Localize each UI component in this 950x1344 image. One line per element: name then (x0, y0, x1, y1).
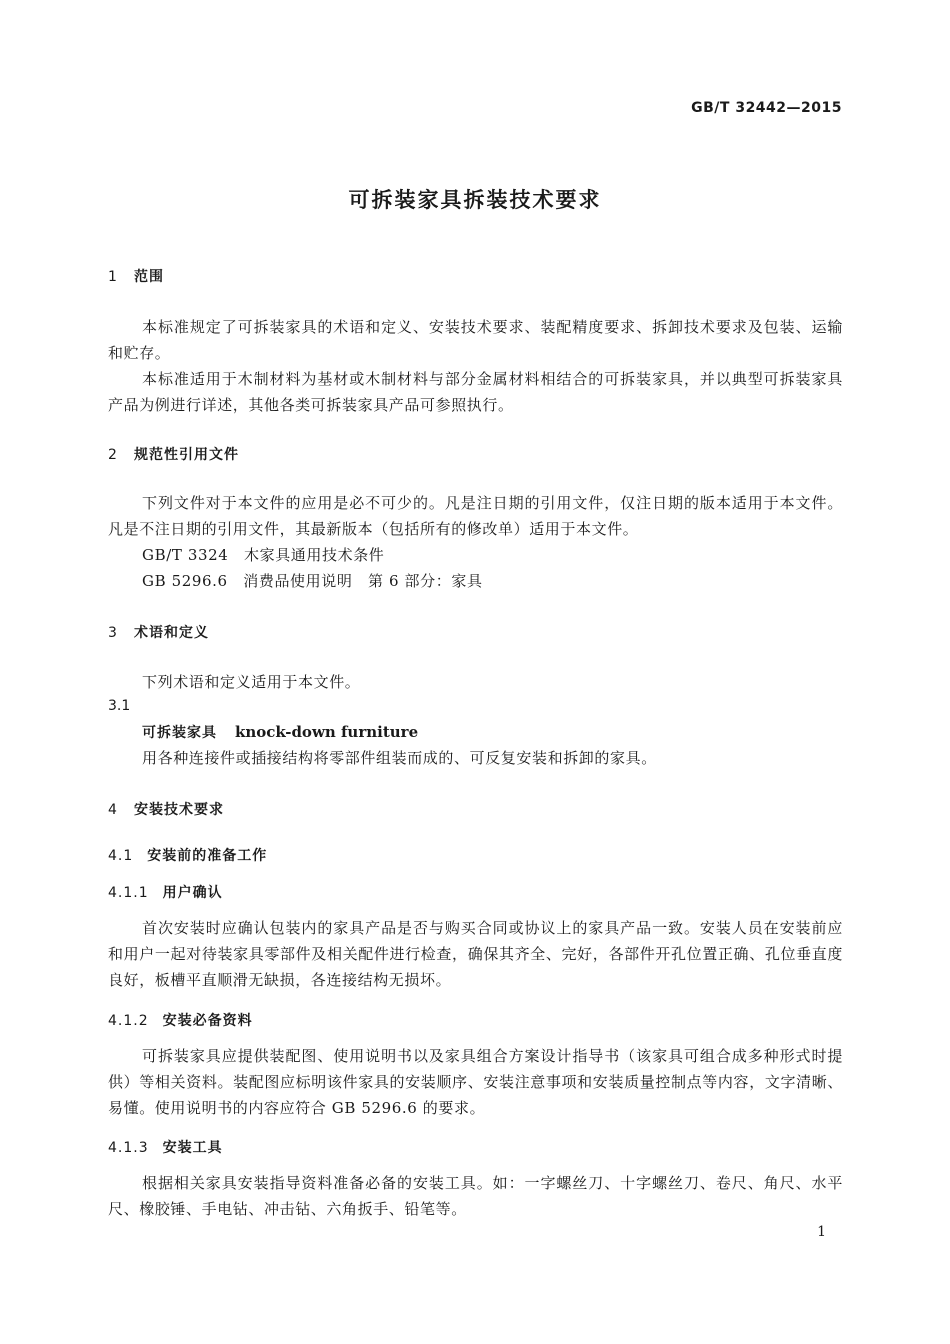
paragraph: 可拆装家具应提供装配图、使用说明书以及家具组合方案设计指导书（该家具可组合成多种形式时提供）等相关资料。装配图应标明该件家具的安装顺序、安装注意事项和安装质量控制点等内容，文字清晰、易懂。使用说明书的内容应符合 GB 5296.6 的要求。 (108, 1047, 843, 1117)
subsection-title: 安装前的准备工作 (147, 848, 268, 864)
paragraph: 首次安装时应确认包装内的家具产品是否与购买合同或协议上的家具产品一致。安装人员在安装前应和用户一起对待装家具零部件及相关配件进行检查，确保其齐全、完好，各部件开孔位置正确、孔位垂直度良好，板槽平直顺滑无缺损，各连接结构无损坏。 (108, 919, 843, 989)
section-number: 2 (108, 447, 118, 463)
section-3-heading (108, 622, 209, 642)
subsection-number: 4.1.3 (108, 1140, 149, 1156)
paragraph: 本标准适用于木制材料为基材或木制材料与部分金属材料相结合的可拆装家具，并以典型可拆装家具产品为例进行详述，其他各类可拆装家具产品可参照执行。 (108, 370, 843, 414)
paragraph: 本标准规定了可拆装家具的术语和定义、安装技术要求、装配精度要求、拆卸技术要求及包装、运输和贮存。 (108, 318, 843, 362)
section-title: 术语和定义 (134, 625, 209, 641)
reference-item: GB/T 3324 木家具通用技术条件 (142, 546, 385, 564)
document-title: 可拆装家具拆装技术要求 (348, 188, 602, 212)
paragraph: 下列文件对于本文件的应用是必不可少的。凡是注日期的引用文件，仅注日期的版本适用于本文件。凡是不注日期的引用文件，其最新版本（包括所有的修改单）适用于本文件。 (108, 494, 843, 538)
standard-code: GB/T 32442—2015 (691, 100, 842, 116)
subsection-4-1-3-heading (108, 1137, 223, 1157)
section-number: 3 (108, 625, 118, 641)
section-title: 范围 (134, 269, 164, 285)
section-4-heading (108, 799, 224, 819)
reference-item: GB 5296.6 消费品使用说明 第 6 部分：家具 (142, 572, 483, 590)
subsection-number: 4.1.1 (108, 885, 149, 901)
subsection-number: 4.1 (108, 848, 134, 864)
subsection-number: 4.1.2 (108, 1013, 149, 1029)
paragraph: 下列术语和定义适用于本文件。 (142, 673, 361, 691)
subsection-4-1-heading (108, 845, 267, 865)
section-number: 1 (108, 269, 118, 285)
term-entry (142, 722, 418, 742)
page-number: 1 (817, 1224, 826, 1240)
section-title: 安装技术要求 (134, 802, 224, 818)
term-number: 3.1 (108, 698, 131, 714)
section-2-heading (108, 444, 239, 464)
subsection-title: 安装工具 (162, 1140, 223, 1156)
section-number: 4 (108, 802, 118, 818)
section-title: 规范性引用文件 (134, 447, 239, 463)
subsection-4-1-1-heading (108, 882, 223, 902)
subsection-title: 用户确认 (162, 885, 223, 901)
subsection-title: 安装必备资料 (162, 1013, 253, 1029)
paragraph: 根据相关家具安装指导资料准备必备的安装工具。如：一字螺丝刀、十字螺丝刀、卷尺、角尺、水平尺、橡胶锤、手电钻、冲击钻、六角扳手、铅笔等。 (108, 1174, 843, 1218)
term-english: knock-down furniture (235, 723, 419, 741)
term-chinese: 可拆装家具 (142, 725, 217, 741)
subsection-4-1-2-heading (108, 1010, 253, 1030)
term-definition: 用各种连接件或插接结构将零部件组装而成的、可反复安装和拆卸的家具。 (142, 749, 657, 767)
section-1-heading (108, 266, 164, 286)
